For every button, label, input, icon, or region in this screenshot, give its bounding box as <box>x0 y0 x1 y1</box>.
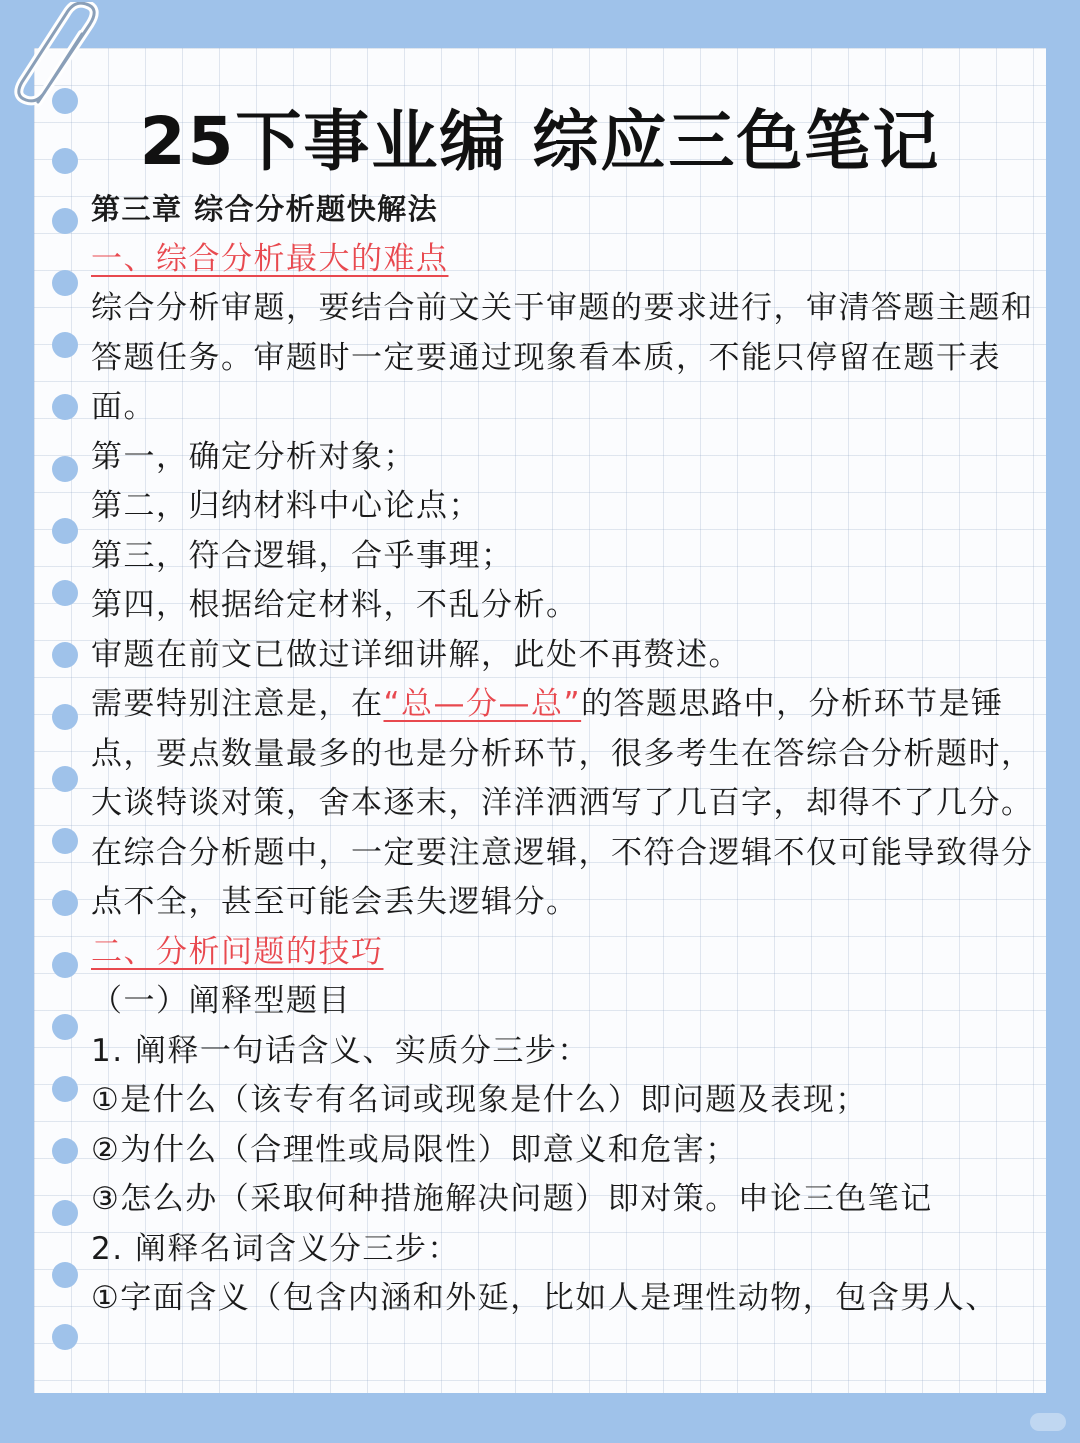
section-heading <box>91 928 1036 978</box>
binding-hole <box>52 518 78 544</box>
list-item: 2. 阐释名词含义分三步： <box>91 1230 460 1267</box>
paragraph-logic: 在综合分析题中，一定要注意逻辑，不符合逻辑不仅可能导致得分点不全，甚至可能会丢失逻辑分。 <box>91 834 1034 920</box>
emphasis-highlight: “总—分—总” <box>383 686 582 722</box>
binding-hole <box>52 828 78 854</box>
list-item: 1. 阐释一句话含义、实质分三步： <box>91 1032 590 1069</box>
list-item: 第一，确定分析对象； <box>91 438 416 475</box>
list-item: ②为什么（合理性或局限性）即意义和危害； <box>91 1131 738 1168</box>
binding-hole <box>52 766 78 792</box>
binding-hole <box>52 1138 78 1164</box>
chapter-heading: 第三章 综合分析题快解法 <box>91 192 439 226</box>
binding-hole <box>52 270 78 296</box>
binding-hole <box>52 642 78 668</box>
binding-hole <box>52 952 78 978</box>
list-item: ①是什么（该专有名词或现象是什么）即问题及表现； <box>91 1082 868 1118</box>
watermark-badge <box>1030 1413 1066 1431</box>
list-item: ①字面含义（包含内涵和外延，比如人是理性动物，包含男人、 <box>91 1280 998 1316</box>
list-item: ③怎么办（采取何种措施解决问题）即对策。申论三色笔记 <box>91 1181 933 1217</box>
binding-hole <box>52 890 78 916</box>
paragraph-emphasis <box>91 680 1036 829</box>
list-item: 第二，归纳材料中心论点； <box>91 488 481 524</box>
section-heading-text: 二、分析问题的技巧 <box>91 933 384 970</box>
binding-hole <box>52 332 78 358</box>
binding-holes-overlay <box>0 48 80 1393</box>
emphasis-after: 的答题思路中，分析环节是锤点，要点数量最多的也是分析环节，很多考生在答综合分析题时，大谈特谈对策，舍本逐末，洋洋洒洒写了几百字，却得不了几分。 <box>91 686 1034 821</box>
binding-hole <box>52 704 78 730</box>
binding-hole <box>52 456 78 482</box>
binding-hole <box>52 1262 78 1288</box>
list-item: 第三，符合逻辑，合乎事理； <box>91 537 514 574</box>
binding-hole <box>52 208 78 234</box>
section-heading-text: 一、综合分析最大的难点 <box>91 240 449 277</box>
list-item: 第四，根据给定材料，不乱分析。 <box>91 587 579 623</box>
binding-hole <box>52 1200 78 1226</box>
binding-hole <box>52 1014 78 1040</box>
binding-hole <box>52 1076 78 1102</box>
paragraph-note: 审题在前文已做过详细讲解，此处不再赘述。 <box>91 636 741 673</box>
subheading: （一）阐释型题目 <box>91 983 351 1019</box>
binding-hole <box>52 580 78 606</box>
page-title: 25下事业编 综应三色笔记 <box>139 103 941 180</box>
binding-hole <box>52 1324 78 1350</box>
note-content <box>91 185 1036 1324</box>
emphasis-before: 需要特别注意是，在 <box>91 686 384 722</box>
section-heading <box>91 235 1036 285</box>
binding-hole <box>52 394 78 420</box>
paragraph-intro: 综合分析审题，要结合前文关于审题的要求进行，审清答题主题和答题任务。审题时一定要通过现象看本质，不能只停留在题干表面。 <box>91 290 1034 425</box>
